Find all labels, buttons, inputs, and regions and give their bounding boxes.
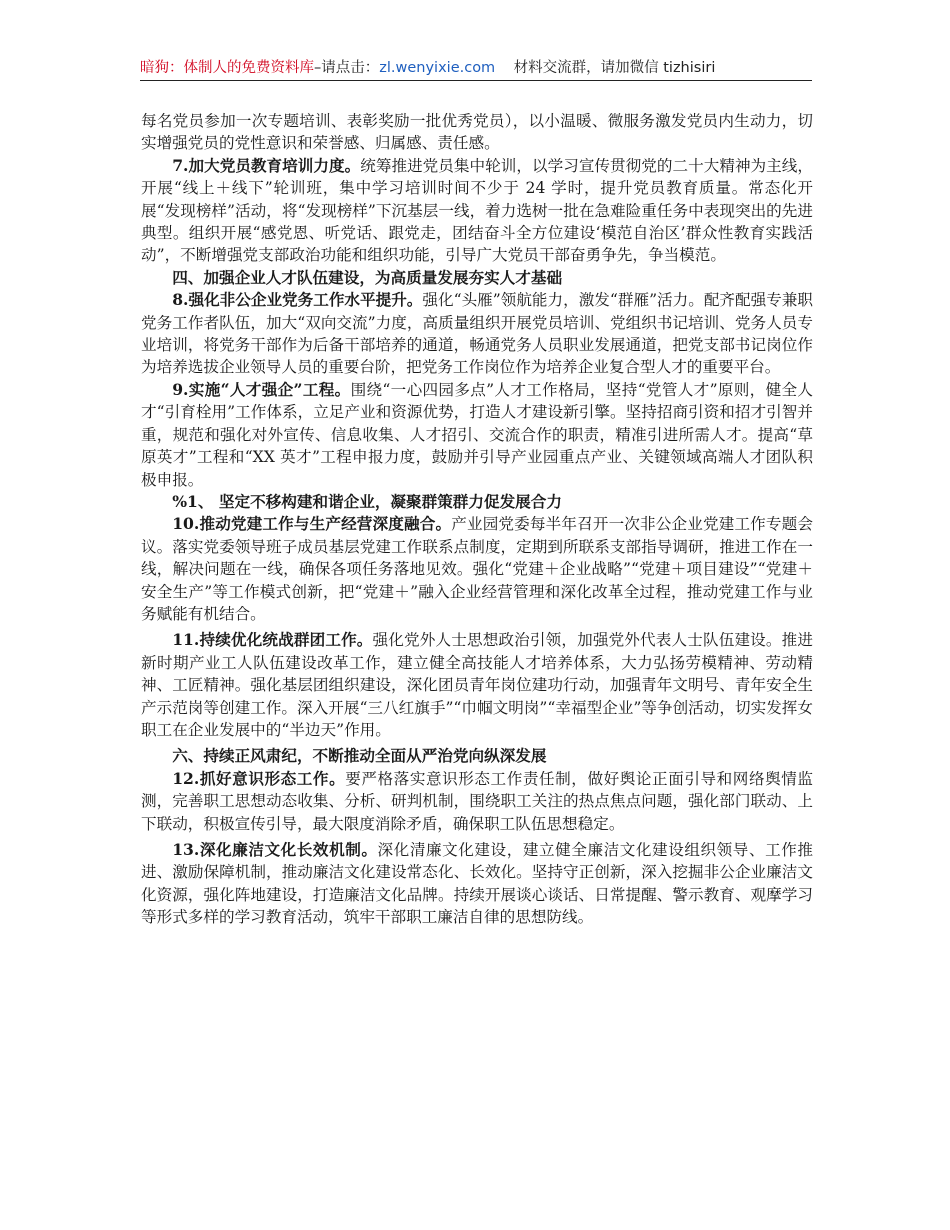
site-name: 暗狗：体制人的免费资料库 bbox=[140, 60, 314, 76]
paragraph-item-9 bbox=[141, 379, 813, 491]
item-lead: 12.抓好意识形态工作。 bbox=[172, 768, 346, 788]
item-lead: 13.深化廉洁文化长效机制。 bbox=[172, 840, 378, 859]
paragraph-text: 围绕“一心四园多点”人才工作格局，坚持“党管人才”原则，健全人才“引育栓用”工作体系，立足产业和资源优势，打造人才建设新引擎。坚持招商引资和招才引智并重，规范和强化对外宣传、信息收集、人才招引、交流合作的职责，精准引进所需人才。提高“草原英才”工程和“XX 英才”工程申报力度，鼓励并引导产业园重点产业、关键领域高端人才团队积极申报。 bbox=[141, 380, 814, 489]
paragraph-item-12 bbox=[141, 768, 813, 835]
item-lead: 7.加大党员教育培训力度。 bbox=[172, 155, 361, 175]
item-lead: 11.持续优化统战群团工作。 bbox=[172, 630, 373, 650]
document-body bbox=[141, 110, 813, 929]
paragraph-item-11 bbox=[141, 629, 813, 741]
paragraph-text: 产业园党委每半年召开一次非公企业党建工作专题会议。落实党委领导班子成员基层党建工作联系点制度，定期到所联系支部指导调研，推进工作在一线，解决问题在一线，确保各项任务落地见效。强化“党建＋企业战略”“党建＋项目建设”“党建＋安全生产”等工作模式创新，把“党建＋”融入企业经营管理和深化改革全过程，推动党建工作与业务赋能有机结合。 bbox=[141, 515, 813, 623]
paragraph-text: 强化党外人士思想政治引领，加强党外代表人士队伍建设。推进新时期产业工人队伍建设改革工作，建立健全高技能人才培养体系，大力弘扬劳模精神、劳动精神、工匠精神。强化基层团组织建设，深化团员青年岗位建功行动，加强青年文明号、青年安全生产示范岗等创建工作。深入开展“三八红旗手”“巾帼文明岗”“幸福型企业”等争创活动，切实发挥女职工在企业发展中的“半边天”作用。 bbox=[141, 631, 813, 739]
contact-text bbox=[495, 60, 715, 76]
item-lead: 9.实施“人才强企”工程。 bbox=[172, 379, 351, 399]
contact-label: 材料交流群，请加微信 tizhisiri bbox=[513, 60, 716, 76]
paragraph-text: 深化清廉文化建设，建立健全廉洁文化建设组织领导、工作推进、激励保障机制，推动廉洁文化建设常态化、长效化。坚持守正创新，深入挖掘非公企业廉洁文化资源，强化阵地建设，打造廉洁文化品牌。持续开展谈心谈话、日常提醒、警示教育、观摩学习等形式多样的学习教育活动，筑牢干部职工廉洁自律的思想防线。 bbox=[141, 841, 813, 927]
click-prompt: –请点击： bbox=[314, 60, 380, 76]
section-heading-5: %1、 坚定不移构建和谐企业，凝聚群策群力促发展合力 bbox=[172, 491, 562, 511]
item-lead: 10.推动党建工作与生产经营深度融合。 bbox=[172, 514, 452, 534]
site-url-link[interactable]: zl.wenyixie.com bbox=[379, 60, 496, 76]
paragraph-item-13 bbox=[141, 839, 813, 929]
section-heading-4: 四、加强企业人才队伍建设，为高质量发展夯实人才基础 bbox=[172, 267, 563, 287]
section-heading-6: 六、持续正风肃纪，不断推动全面从严治党向纵深发展 bbox=[172, 746, 547, 766]
page-header bbox=[140, 58, 812, 81]
paragraph-item-7 bbox=[141, 155, 813, 267]
paragraph-text: 统筹推进党员集中轮训，以学习宣传贯彻党的二十大精神为主线，开展“线上＋线下”轮训班，集中学习培训时间不少于 24 学时，提升党员教育质量。常态化开展“发现榜样”活动，将“发现榜样”下沉基层一线，着力选树一批在急难险重任务中表现突出的先进典型。组织开展“感党恩、听党话、跟党走，团结奋斗全方位建设‘模范自治区’群众性教育实践活动”，不断增强党支部政治功能和组织功能，引导广大党员干部奋勇争先，争当模范。 bbox=[141, 156, 813, 265]
item-lead: 8.强化非公企业党务工作水平提升。 bbox=[172, 290, 423, 310]
paragraph-item-8 bbox=[141, 289, 813, 379]
paragraph-text: 要严格落实意识形态工作责任制，做好舆论正面引导和网络舆情监测，完善职工思想动态收集、分析、研判机制，围绕职工关注的热点焦点问题，强化部门联动、上下联动，积极宣传引导，最大限度消除矛盾，确保职工队伍思想稳定。 bbox=[141, 769, 813, 833]
paragraph-text: 每名党员参加一次专题培训、表彰奖励一批优秀党员），以小温暖、微服务激发党员内生动力，切实增强党员的党性意识和荣誉感、归属感、责任感。 bbox=[141, 112, 813, 153]
paragraph-text: 强化“头雁”领航能力，激发“群雁”活力。配齐配强专兼职党务工作者队伍，加大“双向交流”力度，高质量组织开展党员培训、党组织书记培训、党务人员专业培训，将党务干部作为后备干部培养的通道，畅通党务人员职业发展通道，把党支部书记岗位作为培养选拔企业领导人员的重要台阶，把党务工作岗位作为培养企业复合型人才的重要平台。 bbox=[141, 291, 813, 377]
paragraph-item-10 bbox=[141, 513, 813, 625]
paragraph-continuation bbox=[141, 110, 813, 155]
